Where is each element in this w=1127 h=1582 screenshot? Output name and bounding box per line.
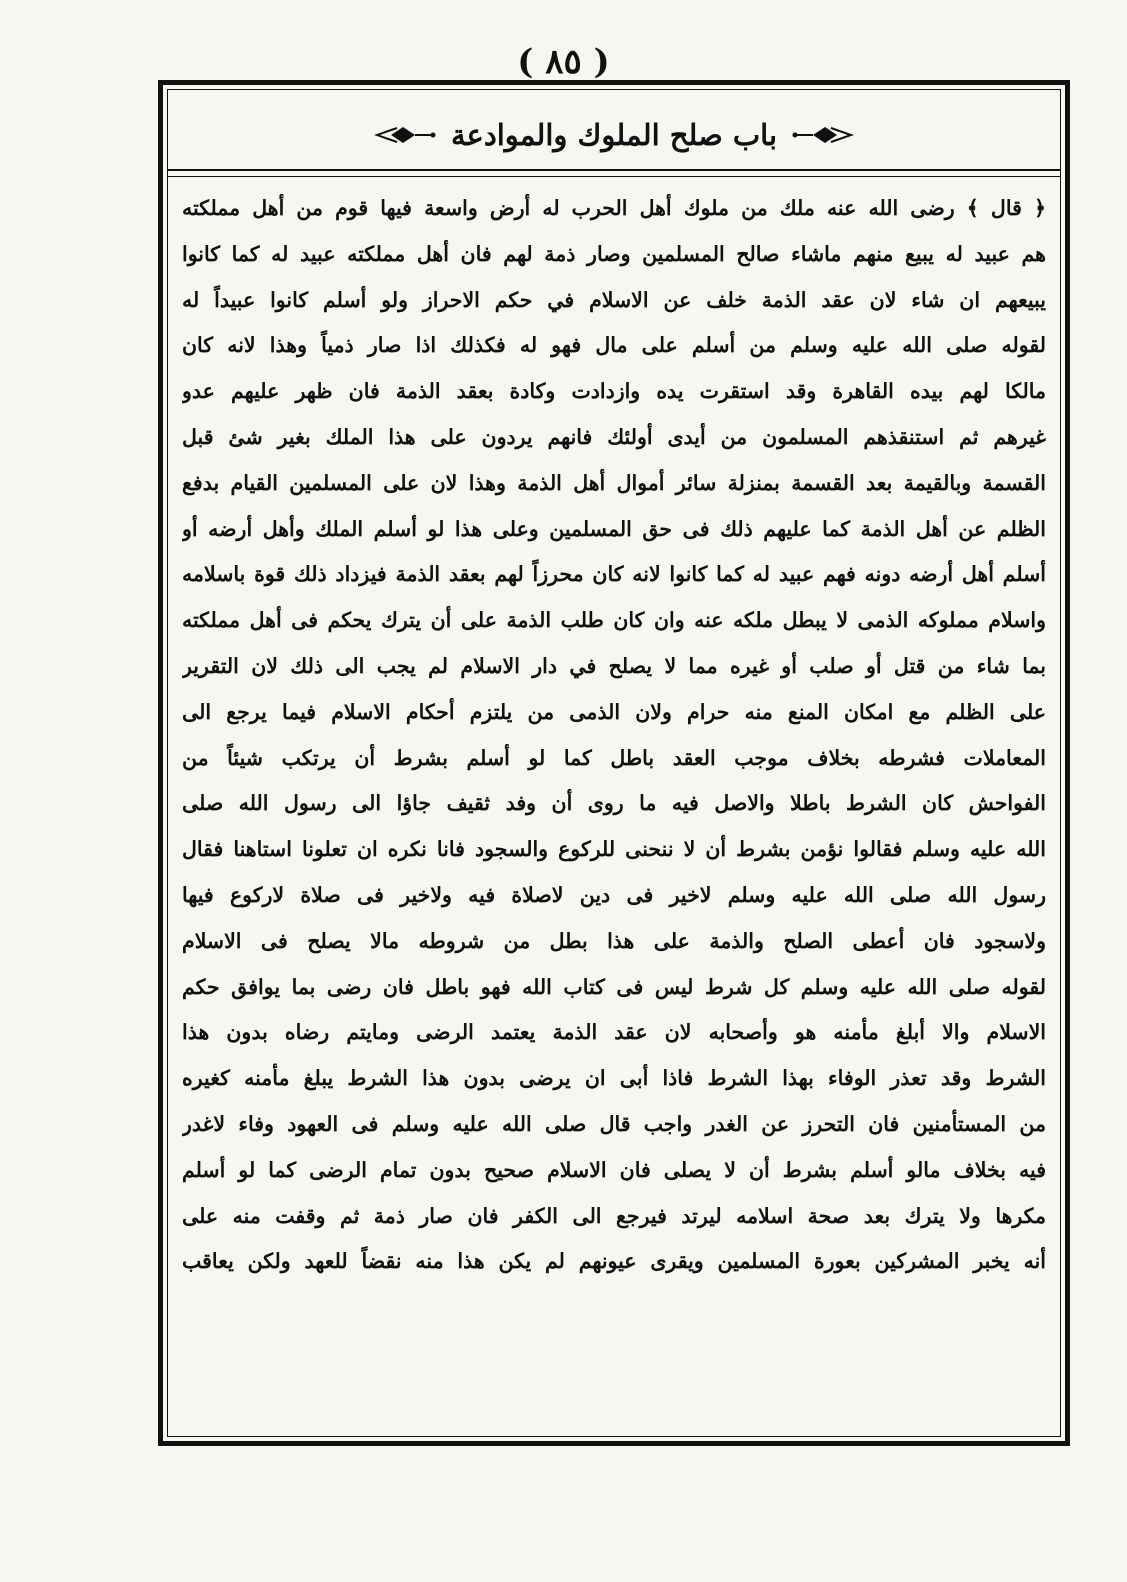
text-line: ولاسجود فان أعطى الصلح والذمة على هذا بطل من شروطه مالا يصلح فى الاسلام: [182, 928, 1046, 953]
text-line: الشرط وقد تعذر الوفاء بهذا الشرط فاذا أبى ان يرضى بدون هذا الشرط يبلغ مأمنه كغيره: [182, 1066, 1046, 1091]
text-line: مالكا لهم بيده القاهرة وقد استقرت يده وازدادت وكادة بعقد الذمة فان ظهر عليهم عدو: [182, 379, 1046, 404]
chapter-heading: [168, 118, 1060, 152]
page-frame-inner: [167, 89, 1061, 1437]
text-line: هم عبيد له يبيع منهم ماشاء صالح المسلمين وصار ذمة لهم فان أهل مملكته عبيد له كما كانوا: [182, 241, 1046, 266]
page-number: ( ٨٥ ): [517, 42, 610, 82]
heading-rule-thin: [168, 176, 1060, 177]
text-body: [182, 186, 1046, 1285]
chapter-title: باب صلح الملوك والموادعة: [450, 118, 778, 152]
text-line: أسلم أهل أرضه دونه فهم عبيد له كما كانوا لانه كان محرزاً لهم بعقد الذمة فيزداد ذلك قوة باسلامه: [182, 562, 1046, 587]
text-line: بما شاء من قتل أو صلب أو غيره مما لا يصلح في دار الاسلام لم يجب الى ذلك لان التقرير: [182, 653, 1046, 678]
text-line: واسلام مملوكه الذمى لا يبطل ملكه عنه وان كان طلب الذمة على أن يترك يحكم فى أهل مملكته: [182, 608, 1046, 633]
text-line: يبيعهم ان شاء لان عقد الذمة خلف عن الاسلام في حكم الاحراز ولو أسلم كانوا عبيداً له: [182, 287, 1046, 312]
text-line: لقوله صلى الله عليه وسلم من أسلم على مال فهو له فكذلك اذا صار ذمياً وهذا لانه كان: [182, 333, 1046, 358]
text-line: الله عليه وسلم فقالوا نؤمن بشرط أن لا ننحنى للركوع والسجود فانا نكره ان تعلونا استاهنا فقال: [182, 837, 1046, 862]
text-line: فيه بخلاف مالو أسلم بشرط أن لا يصلى فان الاسلام صحيح بدون تمام الرضى كما لو أسلم: [182, 1157, 1046, 1182]
text-line: من المستأمنين فان التحرز عن الغدر واجب قال صلى الله عليه وسلم فى العهود وفاء لاغدر: [182, 1111, 1046, 1136]
text-line: على الظلم مع امكان المنع منه حرام ولان الذمى من يلتزم أحكام الاسلام فيما يرجع الى: [182, 699, 1046, 724]
page-frame: [158, 80, 1070, 1446]
text-line: ﴿ قال ﴾ رضى الله عنه ملك من ملوك أهل الحرب له أرض واسعة فيها قوم من أهل مملكته: [182, 196, 1046, 220]
left-ornament-icon: [373, 124, 437, 146]
text-line: مكرها ولا يترك بعد صحة اسلامه ليرتد فيرجع الى الكفر فان صار ذمة ثم وقفت منه على: [182, 1203, 1046, 1228]
text-line: غيرهم ثم استنقذهم المسلمون من أيدى أولئك فانهم يردون على هذا الملك بغير شئ قبل: [182, 424, 1046, 449]
text-line: الفواحش كان الشرط باطلا والاصل فيه ما روى أن وفد ثقيف جاؤا الى رسول الله صلى: [182, 791, 1046, 816]
text-line: لقوله صلى الله عليه وسلم كل شرط ليس فى كتاب الله فهو باطل فان رضى بما يوافق حكم: [182, 974, 1046, 999]
text-line: الظلم عن أهل الذمة كما عليهم ذلك فى حق المسلمين وعلى هذا لو أسلم الملك وأهل أرضه أو: [182, 516, 1046, 541]
right-ornament-icon: [791, 124, 855, 146]
text-line: القسمة وبالقيمة بعد القسمة بمنزلة سائر أموال أهل الذمة وهذا لان على المسلمين القيام بدفع: [182, 470, 1046, 495]
text-line: رسول الله صلى الله عليه وسلم لاخير فى دين لاصلاة فيه ولاخير فى صلاة لاركوع فيها: [182, 882, 1046, 907]
text-line: الاسلام والا أبلغ مأمنه هو وأصحابه لان عقد الذمة يعتمد الرضى ومايتم رضاه بدون هذا: [182, 1020, 1046, 1045]
text-line: أنه يخبر المشركين بعورة المسلمين ويقرى عيونهم لم يكن هذا منه نقضاً للعهد ولكن يعاقب: [182, 1249, 1046, 1274]
text-line: المعاملات فشرطه بخلاف موجب العقد باطل كما لو أسلم بشرط أن يرتكب شيئاً من: [182, 745, 1046, 770]
heading-rule-thick: [168, 169, 1060, 171]
